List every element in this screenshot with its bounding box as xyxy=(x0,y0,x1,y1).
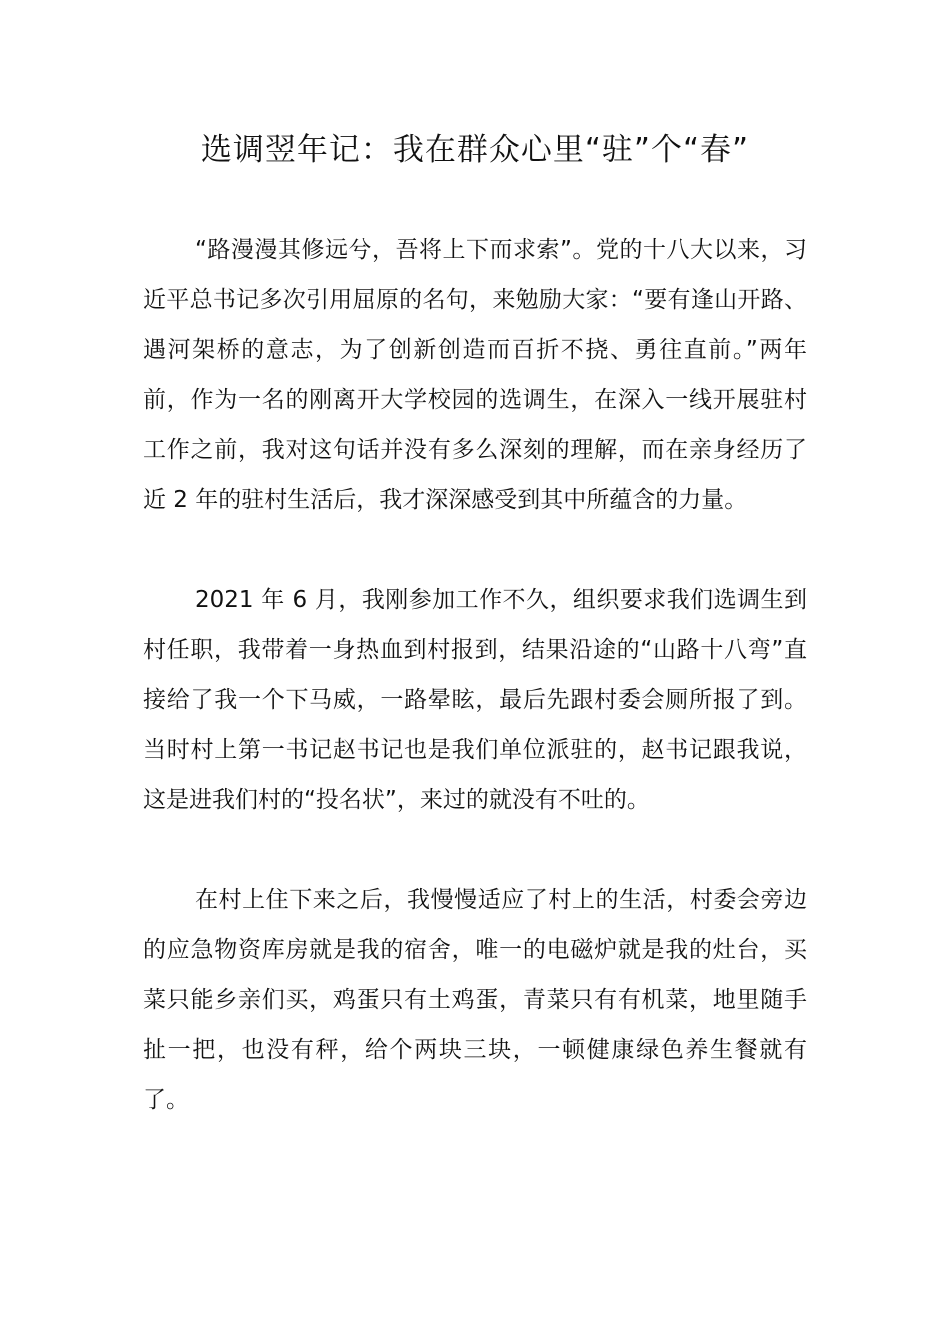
paragraph-1: “路漫漫其修远兮，吾将上下而求索”。党的十八大以来，习近平总书记多次引用屈原的名句，来勉励大家：“要有逢山开路、遇河架桥的意志，为了创新创造而百折不挠、勇往直前。”两年前，作为一名的刚离开大学校园的选调生，在深入一线开展驻村工作之前，我对这句话并没有多么深刻的理解，而在亲身经历了近 2 年的驻村生活后，我才深深感受到其中所蕴含的力量。 xyxy=(143,237,807,513)
document-body xyxy=(143,225,807,1125)
paragraph-2: 2021 年 6 月，我刚参加工作不久，组织要求我们选调生到村任职，我带着一身热血到村报到，结果沿途的“山路十八弯”直接给了我一个下马威，一路晕眩，最后先跟村委会厕所报了到。当时村上第一书记赵书记也是我们单位派驻的，赵书记跟我说，这是进我们村的“投名状”，来过的就没有不吐的。 xyxy=(143,587,807,813)
document-title: 选调翌年记：我在群众心里“驻”个“春” xyxy=(200,132,750,168)
paragraph-3: 在村上住下来之后，我慢慢适应了村上的生活，村委会旁边的应急物资库房就是我的宿舍，唯一的电磁炉就是我的灶台，买菜只能乡亲们买，鸡蛋只有土鸡蛋，青菜只有有机菜，地里随手扯一把，也没有秤，给个两块三块，一顿健康绿色养生餐就有了。 xyxy=(143,887,807,1113)
